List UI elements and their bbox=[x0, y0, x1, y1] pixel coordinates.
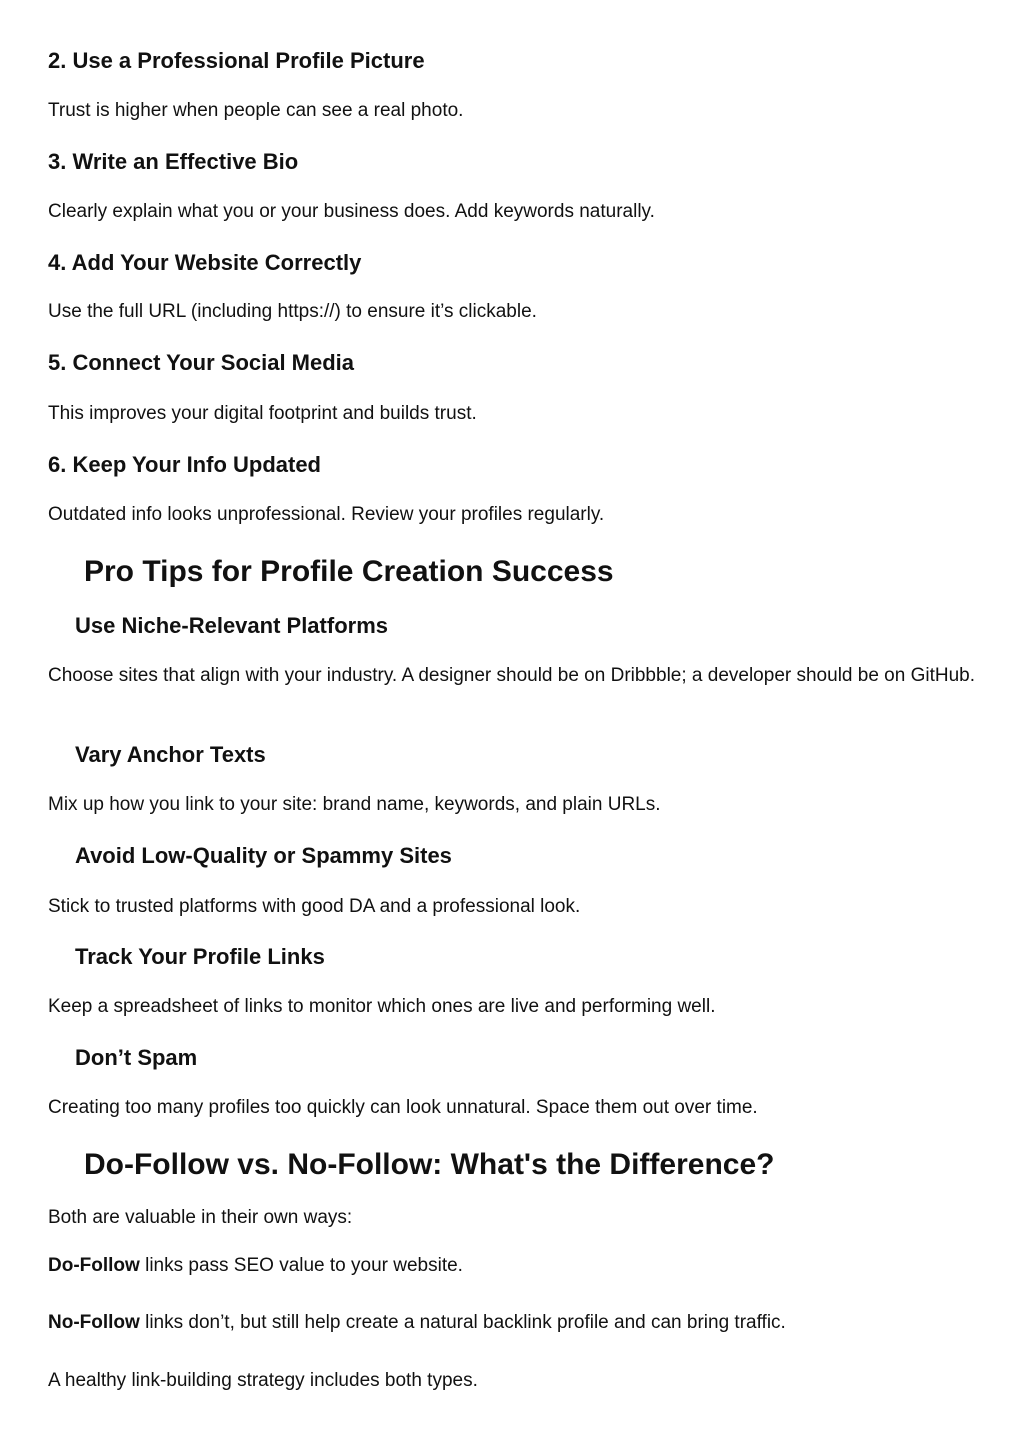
dofollow-text: links pass SEO value to your website. bbox=[139, 1255, 463, 1276]
step-2-text: Trust is higher when people can see a real photo. bbox=[48, 100, 464, 121]
step-2-heading: 2. Use a Professional Profile Picture bbox=[48, 48, 425, 73]
tip-text: Keep a spreadsheet of links to monitor which ones are live and performing well. bbox=[48, 996, 716, 1017]
tip-heading: Don’t Spam bbox=[75, 1045, 198, 1070]
follow-section-title: Do-Follow vs. No-Follow: What's the Difference? bbox=[84, 1148, 775, 1181]
tip-text: Choose sites that align with your industry. A designer should be on Dribbble; a developer should be on GitHub. bbox=[48, 665, 975, 686]
step-5-heading: 5. Connect Your Social Media bbox=[48, 350, 355, 375]
follow-intro: Both are valuable in their own ways: bbox=[48, 1207, 353, 1228]
tip-heading: Track Your Profile Links bbox=[75, 944, 325, 969]
tip-text: Creating too many profiles too quickly can look unnatural. Space them out over time. bbox=[48, 1097, 758, 1118]
tip-text: Stick to trusted platforms with good DA and a professional look. bbox=[48, 896, 581, 917]
step-6-text: Outdated info looks unprofessional. Review your profiles regularly. bbox=[48, 504, 605, 525]
step-3-heading: 3. Write an Effective Bio bbox=[48, 149, 299, 174]
step-3-text: Clearly explain what you or your business does. Add keywords naturally. bbox=[48, 201, 655, 222]
pro-tips-title: Pro Tips for Profile Creation Success bbox=[84, 555, 614, 588]
tip-heading: Vary Anchor Texts bbox=[75, 742, 266, 767]
step-6-heading: 6. Keep Your Info Updated bbox=[48, 452, 321, 477]
step-4-text: Use the full URL (including https://) to ensure it’s clickable. bbox=[48, 301, 537, 322]
follow-closing: A healthy link-building strategy includes both types. bbox=[48, 1370, 478, 1391]
nofollow-text: links don’t, but still help create a natural backlink profile and can bring traffic. bbox=[139, 1312, 786, 1333]
nofollow-label: No-Follow bbox=[48, 1312, 140, 1333]
tip-text: Mix up how you link to your site: brand name, keywords, and plain URLs. bbox=[48, 794, 661, 815]
dofollow-line bbox=[48, 1252, 463, 1280]
step-4-heading: 4. Add Your Website Correctly bbox=[48, 250, 362, 275]
nofollow-line bbox=[48, 1309, 786, 1337]
dofollow-label: Do-Follow bbox=[48, 1255, 140, 1276]
tip-heading: Use Niche-Relevant Platforms bbox=[75, 613, 388, 638]
step-5-text: This improves your digital footprint and builds trust. bbox=[48, 403, 477, 424]
tip-heading: Avoid Low-Quality or Spammy Sites bbox=[75, 843, 452, 868]
